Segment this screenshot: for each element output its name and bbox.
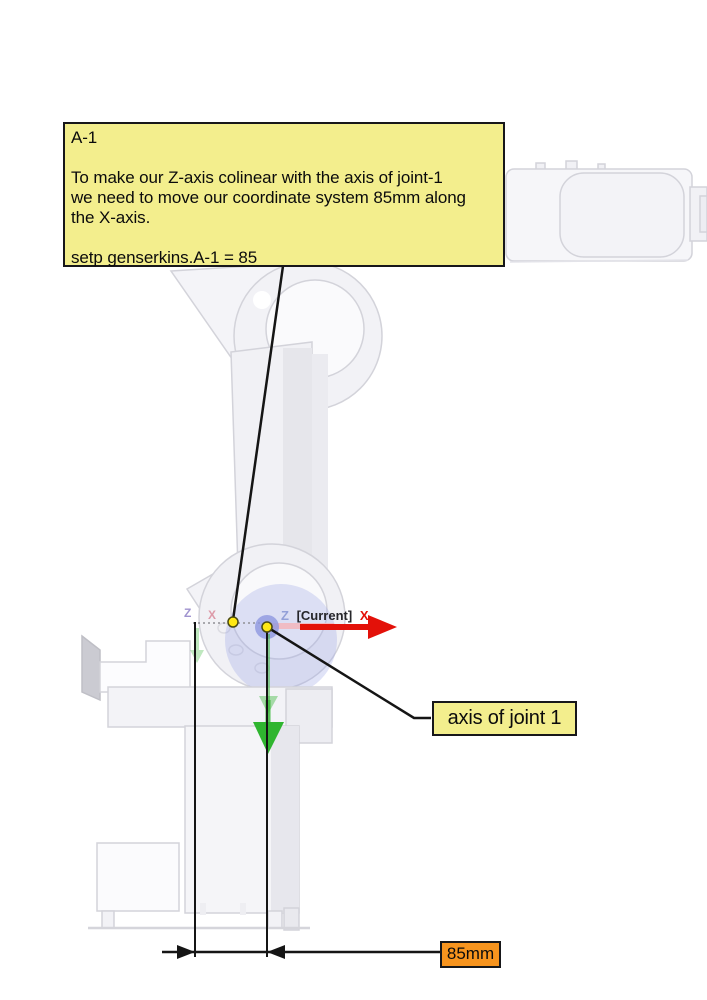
z-axis-arrow-icon	[253, 634, 284, 754]
ghost-x-label: X	[208, 608, 217, 622]
note-title: A-1	[71, 128, 98, 147]
note-body-line: To make our Z-axis colinear with the axis of joint-1	[71, 168, 443, 187]
note-spacer	[71, 228, 497, 248]
leader-dot-a1	[228, 617, 238, 627]
joint-axis-callout: axis of joint 1	[432, 701, 577, 736]
note-spacer	[71, 148, 497, 168]
note-body-line: the X-axis.	[71, 208, 151, 227]
ghost-z-label: Z	[184, 606, 192, 620]
current-tag-label: [Current]	[296, 608, 353, 623]
annotation-note-a1	[63, 122, 505, 267]
note-command: setp genserkins.A-1 = 85	[71, 248, 258, 267]
origin-dot-current	[262, 622, 272, 632]
dimension-line-85mm	[162, 945, 441, 959]
leader-line-a1	[233, 266, 283, 620]
current-x-label: X	[359, 608, 369, 623]
dimension-value-label: 85mm	[440, 941, 501, 968]
leader-line-joint-axis	[267, 627, 431, 718]
ghost-z-axis-arrow-icon	[190, 628, 204, 663]
current-z-label: Z	[281, 608, 289, 623]
current-axis-caption	[281, 608, 369, 623]
note-body-line: we need to move our coordinate system 85mm along	[71, 188, 466, 207]
